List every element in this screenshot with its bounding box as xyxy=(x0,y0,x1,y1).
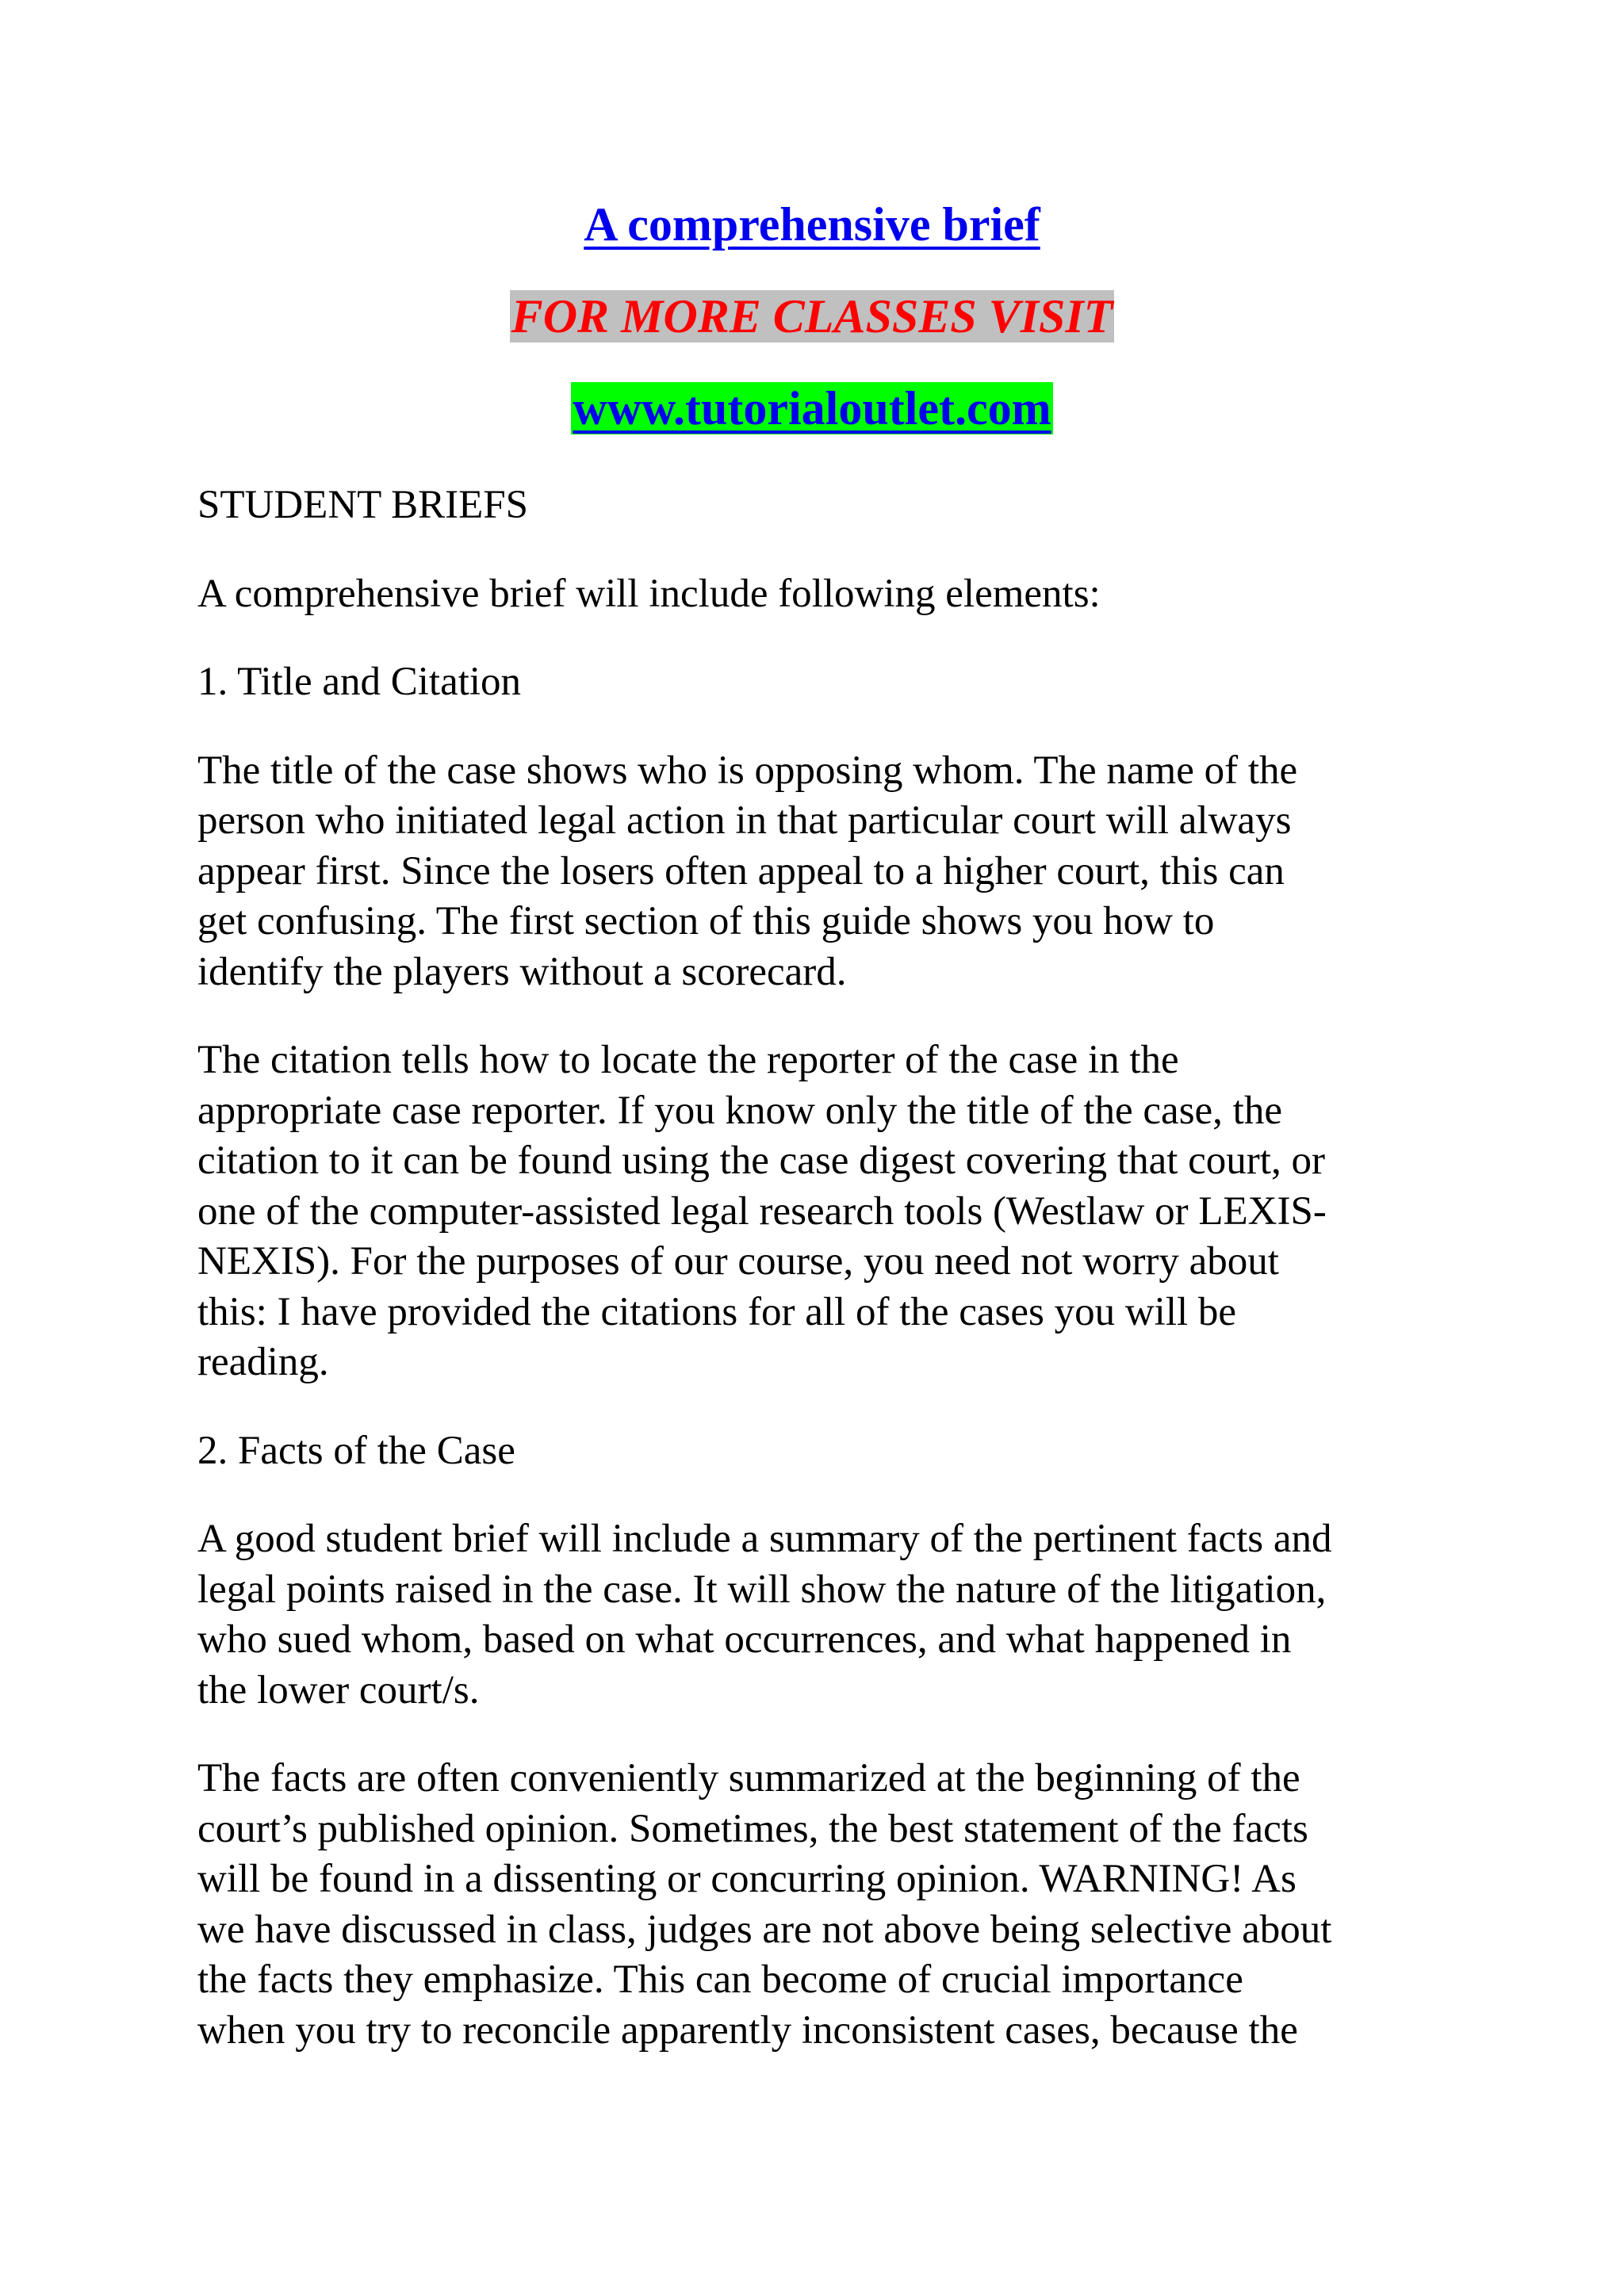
text-line: citation to it can be found using the case digest covering that court, or xyxy=(197,1138,1325,1183)
text-line: identify the players without a scorecard. xyxy=(197,949,847,994)
site-link-line xyxy=(0,379,1624,438)
text-line: will be found in a dissenting or concurring opinion. WARNING! As xyxy=(197,1857,1297,1901)
text-line: The citation tells how to locate the reporter of the case in the xyxy=(197,1038,1179,1082)
paragraph-title-explanation xyxy=(197,746,1434,998)
text-line: the facts they emphasize. This can become of crucial importance xyxy=(197,1957,1243,2002)
text-line: this: I have provided the citations for all of the cases you will be xyxy=(197,1289,1237,1334)
site-link[interactable]: www.tutorialoutlet.com xyxy=(573,382,1051,434)
text-line: The facts are often conveniently summarized at the beginning of the xyxy=(197,1756,1300,1800)
text-line: appear first. Since the losers often appeal to a higher court, this can xyxy=(197,848,1285,894)
document-title-link[interactable] xyxy=(0,195,1624,254)
text-line: court’s published opinion. Sometimes, the best statement of the facts xyxy=(197,1806,1308,1851)
text-line: reading. xyxy=(197,1340,329,1384)
text-line: one of the computer-assisted legal research tools (Westlaw or LEXIS- xyxy=(197,1188,1327,1234)
text-line: when you try to reconcile apparently inconsistent cases, because the xyxy=(197,2007,1298,2053)
text-line: The title of the case shows who is opposing whom. The name of the xyxy=(197,748,1298,793)
promo-banner xyxy=(0,287,1624,346)
text-line: A good student brief will include a summary of the pertinent facts and xyxy=(197,1517,1332,1561)
intro-paragraph: A comprehensive brief will include following elements: xyxy=(197,571,1101,616)
document-title[interactable]: A comprehensive brief xyxy=(584,198,1040,251)
text-line: person who initiated legal action in that particular court will always xyxy=(197,798,1292,843)
text-line: NEXIS). For the purposes of our course, you need not worry about xyxy=(197,1239,1279,1284)
text-line: get confusing. The first section of this guide shows you how to xyxy=(197,899,1215,943)
text-line: legal points raised in the case. It will show the nature of the litigation, xyxy=(197,1567,1327,1612)
paragraph-citation-explanation xyxy=(197,1035,1434,1388)
text-line: appropriate case reporter. If you know only the title of the case, the xyxy=(197,1088,1282,1133)
paragraph-facts-warning xyxy=(197,1754,1434,2056)
document-body xyxy=(197,480,1434,2094)
section-2-title: 2. Facts of the Case xyxy=(197,1428,515,1473)
section-heading: STUDENT BRIEFS xyxy=(197,483,529,527)
text-line: the lower court/s. xyxy=(197,1667,480,1712)
section-1-title: 1. Title and Citation xyxy=(197,660,522,704)
promo-text: FOR MORE CLASSES VISIT xyxy=(511,290,1113,342)
text-line: we have discussed in class, judges are not above being selective about xyxy=(197,1907,1332,1952)
paragraph-facts-summary xyxy=(197,1514,1434,1716)
text-line: who sued whom, based on what occurrences, and what happened in xyxy=(197,1617,1292,1662)
